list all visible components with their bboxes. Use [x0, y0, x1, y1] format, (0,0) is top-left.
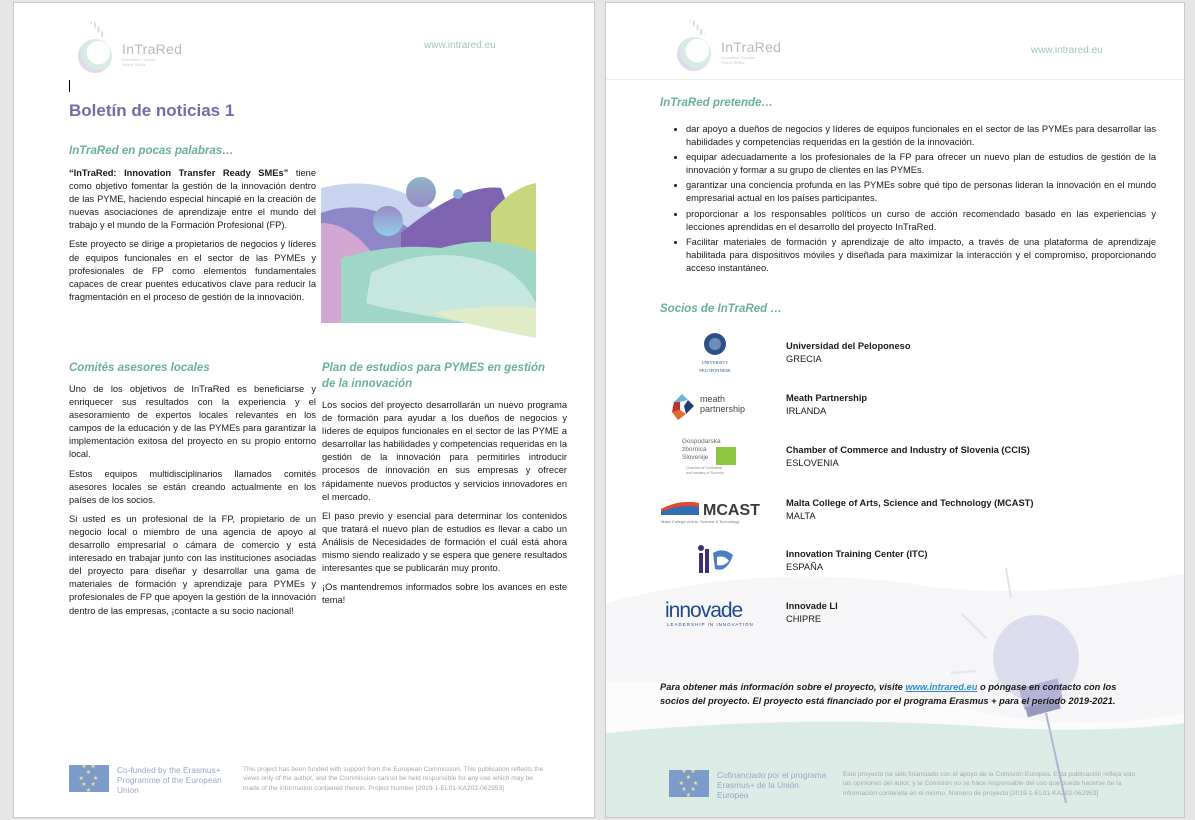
- intrared-logo: [74, 33, 182, 75]
- logo-name: InTraRed: [721, 39, 782, 55]
- curriculum-paragraph-2: El paso previo y esencial para determinar los contenidos que tratará el nuevo plan de estudios es llevar a cabo un Análisis de Necesidades de formación el cuál está ahora mismo siendo realizado y se espera que genere resultados interesantes que se publicarán muy pronto.: [322, 510, 567, 574]
- logo-tagline: Innovation Transfer Ready SMEs: [721, 55, 756, 65]
- partner-row: [656, 383, 1136, 427]
- intrared-logo: [673, 31, 781, 73]
- aims-list-item: • dar apoyo a dueños de negocios y líderes de equipos funcionales en el sector de las PYMEs para desarrollar las habilidades y competencias requeridas en la gestión de la innovación.: [686, 123, 1156, 149]
- section-heading-summary: InTraRed en pocas palabras…: [69, 145, 234, 157]
- meath-partnership-logo: [656, 383, 774, 427]
- project-name-bold: “InTraRed: Innovation Transfer Ready SMEs”: [69, 168, 289, 178]
- page-footer: [69, 765, 549, 797]
- header-url[interactable]: www.intrared.eu: [1031, 45, 1103, 56]
- svg-text:zbornica: zbornica: [682, 446, 707, 453]
- erasmus-cofunded-label: Co-funded by the Erasmus+ Programme of the European Union: [117, 765, 222, 795]
- partner-row: [656, 591, 1136, 635]
- partner-country: CHIPRE: [786, 614, 822, 624]
- partner-name: Malta College of Arts, Science and Technology (MCAST): [786, 498, 1034, 508]
- summary-p1-rest: tiene como objetivo fomentar la gestión de la innovación dentro de las PYME, haciendo especial hincapié en la creación de nuevas asociaciones de aprendizaje entre el mundo del trabajo y el mundo de la Formación Profesional (FP).: [69, 168, 316, 231]
- aims-list-item: • equipar adecuadamente a los profesionales de la FP para ofrecer un nuevo plan de estudios de gestión de la innovación y formar a su grupo de clientes en las PYMEs.: [686, 151, 1156, 177]
- svg-text:meath: meath: [700, 394, 726, 404]
- aims-list-item: • garantizar una conciencia profunda en las PYMEs sobre qué tipo de personas lideran la innovación en el mundo empresarial actual en los países participantes.: [686, 179, 1156, 205]
- partner-country: ESPAÑA: [786, 562, 824, 572]
- document-page-2: [605, 2, 1185, 818]
- svg-text:and Industry of Slovenia: and Industry of Slovenia: [686, 471, 724, 475]
- aims-list-item: • proporcionar a los responsables políticos un curso de acción recomendado basado en las experiencias y lecciones aprendidas en el desarrollo del proyecto InTraRed.: [686, 208, 1156, 234]
- svg-text:partnership: partnership: [700, 404, 746, 414]
- partner-name: Universidad del Peloponeso: [786, 341, 911, 351]
- svg-text:PELOPONNESE: PELOPONNESE: [699, 368, 731, 373]
- footer-disclaimer: This project has been funded with support from the European Commission. This publication reflects the views only of the author, and the Commission cannot be held responsible for any use which may be made of the information contained therein. Project Number [2019-1-EL01-KA202-062953]: [243, 766, 544, 792]
- svg-text:UNIVERSITY: UNIVERSITY: [701, 360, 729, 365]
- svg-text:innovade: innovade: [665, 599, 743, 622]
- partner-country: MALTA: [786, 511, 816, 521]
- section-heading-partners: Socios de InTraRed …: [660, 303, 782, 315]
- text-cursor: [69, 80, 70, 92]
- svg-text:Chamber of Commerce: Chamber of Commerce: [686, 466, 723, 470]
- closing-text: [660, 680, 1130, 708]
- closing-text-pre: Para obtener más información sobre el proyecto, visite: [660, 682, 906, 692]
- eu-flag-icon: ★ ★ ★ ★ ★ ★ ★ ★: [669, 770, 709, 797]
- page-footer: [669, 770, 1149, 802]
- partner-name: Meath Partnership: [786, 393, 868, 403]
- header-url[interactable]: www.intrared.eu: [424, 40, 496, 51]
- curriculum-paragraph-3: ¡Os mantendremos informados sobre los avances en este tema!: [322, 582, 567, 606]
- partner-row: [656, 435, 1136, 479]
- closing-text-post: o póngase en contacto con los socios del proyecto. El proyecto está financiado por el programa Erasmus + para el período 2019-2021.: [660, 682, 1117, 706]
- summary-text: [69, 167, 316, 310]
- partner-name: Innovation Training Center (ITC): [786, 549, 928, 559]
- itc-logo: [656, 539, 774, 583]
- svg-text:Malta College of Arts, Science: Malta College of Arts, Science & Technology: [661, 519, 740, 524]
- section-heading-committees: Comités asesores locales: [69, 362, 210, 374]
- svg-text:LEADERSHIP IN INNOVATION: LEADERSHIP IN INNOVATION: [667, 622, 754, 627]
- partner-row: [656, 331, 1136, 375]
- curriculum-paragraph-1: Los socios del proyecto desarrollarán un nuevo programa de formación para ayudar a los dueños de negocios y líderes de equipos funcionales en el sector de las PYME a desarrollar las habilidades y competencias requeridas en la gestión de la innovación para permitirles introducir procesos de innovación en sus empresas y ofrecer rápidamente nuevos productos y servicios innovadores en el mercado.: [322, 400, 567, 502]
- footer-disclaimer: Este proyecto ha sido financiado con el apoyo de la Comisión Europea. Esta publicación refleja solo las opiniones del autor, y la Comisión no se hace responsable del uso que pueda hacerse de la información contenida en el mismo. Número de proyecto [2019-1-EL01-KA202-062953]: [843, 771, 1136, 797]
- partner-name: Chamber of Commerce and Industry of Slovenia (CCIS): [786, 445, 1030, 455]
- partner-country: IRLANDA: [786, 406, 827, 416]
- partner-row: [656, 539, 1136, 583]
- page-title: Boletín de noticias 1: [69, 101, 235, 120]
- svg-text:Gospodarska: Gospodarska: [682, 438, 721, 445]
- summary-paragraph-2: Este proyecto se dirige a propietarios de negocios y líderes de equipos funcionales en el sector de las PYMEs y profesionales de FP como elementos fundamentales capaces de crear puentes educativos clave para reducir la fragmentación en el proceso de gestión de la innovación.: [69, 239, 316, 302]
- mcast-logo: [656, 488, 774, 532]
- partner-country: GRECIA: [786, 354, 822, 364]
- intrared-website-link[interactable]: www.intrared.eu: [905, 682, 978, 692]
- university-peloponnese-logo: [656, 331, 774, 375]
- summary-paragraph-1: [69, 167, 316, 232]
- curriculum-text: [322, 399, 567, 613]
- document-page-1: [13, 2, 595, 818]
- committees-paragraph-1: Uno de los objetivos de InTraRed es beneficiarse y enriquecer sus resultados con la experiencia y el asesoramiento de expertos locales relevantes en los campos de la educación y de las PYMEs para garantizar la implementación exitosa del proyecto en su propio entorno local.: [69, 384, 316, 460]
- logo-name: InTraRed: [122, 41, 183, 57]
- aims-list-item: • Facilitar materiales de formación y aprendizaje de alto impacto, a través de una plataforma de aprendizaje habilitada para dispositivos móviles y diseñada para maximizar la interacción y el compromiso, proporcionando acceso instantáneo.: [686, 236, 1156, 275]
- section-heading-aims: InTraRed pretende…: [660, 97, 773, 109]
- committees-paragraph-2: Estos equipos multidisciplinarios llamados comités asesores locales se están creando actualmente en los países de los socios.: [69, 468, 316, 505]
- header-divider: [606, 79, 1184, 80]
- erasmus-cofunded-label: Cofinanciado por el programa Erasmus+ de la Unión Europea: [717, 770, 827, 800]
- aims-list: [664, 123, 1156, 277]
- svg-text:MCAST: MCAST: [703, 502, 760, 519]
- committees-paragraph-3: Si usted es un profesional de la FP, propietario de un negocio local o miembro de una agencia de apoyo al desarrollo empresarial o cámara de comercio y está interesado en trabajar junto con las instituciones asociadas del proyecto para diseñar y desarrollar una gama de materiales de formación y aprendizaje para PYMEs y profesionales de FP que apoyen la gestión de la innovación dentro de las empresas, ¡contacte a su socio nacional!: [69, 513, 316, 616]
- lightbulb-logo-icon: [673, 31, 715, 73]
- decorative-waves-illustration: [321, 163, 551, 343]
- committees-text: [69, 383, 316, 624]
- ccis-logo: [656, 435, 774, 479]
- lightbulb-logo-icon: [74, 33, 116, 75]
- eu-flag-icon: ★ ★ ★ ★ ★ ★ ★ ★: [69, 765, 109, 792]
- partner-row: [656, 488, 1136, 532]
- partner-country: ESLOVENIA: [786, 458, 839, 468]
- section-heading-curriculum: Plan de estudios para PYMES en gestión de la innovación: [322, 362, 546, 390]
- svg-text:Slovenije: Slovenije: [682, 454, 709, 461]
- partner-name: Innovade LI: [786, 601, 838, 611]
- innovade-logo: [656, 591, 774, 635]
- logo-tagline: Innovation Transfer Ready SMEs: [122, 57, 157, 67]
